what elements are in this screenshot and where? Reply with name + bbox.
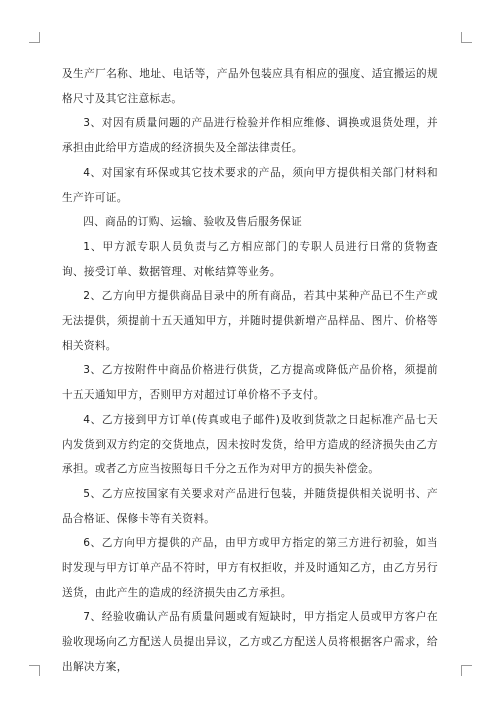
paragraph: 4、对国家有环保或其它技术要求的产品，须向甲方提供相关部门材料和生产许可证。 — [62, 166, 438, 204]
paragraph: 4、乙方接到甲方订单(传真或电子邮件)及收到货款之日起标准产品七天内发货到双方约定的交货地点，因未按时发货，给甲方造成的经济损失由乙方承担。或者乙方应当按照每日千分之五作为对甲方的损失补偿金。 — [62, 413, 438, 476]
paragraph: 7、经验收确认产品有质量问题或有短缺时，甲方指定人员或甲方客户在验收现场向乙方配送人员提出异议，乙方或乙方配送人员将根据客户需求，给出解决方案， — [62, 611, 438, 673]
document-body — [62, 62, 438, 680]
paragraph: 6、乙方向甲方提供的产品，由甲方或甲方指定的第三方进行初验，如当时发现与甲方订单产品不符时，甲方有权拒收，并及时通知乙方，由乙方另行送货，由此产生的造成的经济损失由乙方承担。 — [62, 537, 438, 599]
crop-mark-bottom-left — [29, 665, 40, 676]
crop-mark-top-right — [461, 32, 472, 43]
paragraph: 3、对因有质量问题的产品进行检验并作相应维修、调换或退货处理，并承担由此给甲方造成的经济损失及全部法律责任。 — [62, 117, 438, 155]
crop-mark-top-left — [29, 32, 40, 43]
paragraph: 3、乙方按附件中商品价格进行供货，乙方提高或降低产品价格，须提前十五天通知甲方，否则甲方对超过订单价格不予支付。 — [62, 364, 438, 402]
crop-mark-bottom-right — [461, 665, 472, 676]
section-heading: 四、商品的订购、运输、验收及售后服务保证 — [83, 216, 303, 229]
paragraph: 5、乙方应按国家有关要求对产品进行包装，并随货提供相关说明书、产品合格证、保修卡等有关资料。 — [62, 487, 438, 525]
paragraph: 及生产厂名称、地址、电话等，产品外包装应具有相应的强度、适宜搬运的规格尺寸及其它注意标志。 — [62, 68, 438, 105]
paragraph: 2、乙方向甲方提供商品目录中的所有商品，若其中某种产品已不生产或无法提供，须提前十五天通知甲方，并随时提供新增产品样品、图片、价格等相关资料。 — [62, 290, 438, 352]
paragraph: 1、甲方派专职人员负责与乙方相应部门的专职人员进行日常的货物查询、接受订单、数据管理、对帐结算等业务。 — [62, 240, 438, 278]
